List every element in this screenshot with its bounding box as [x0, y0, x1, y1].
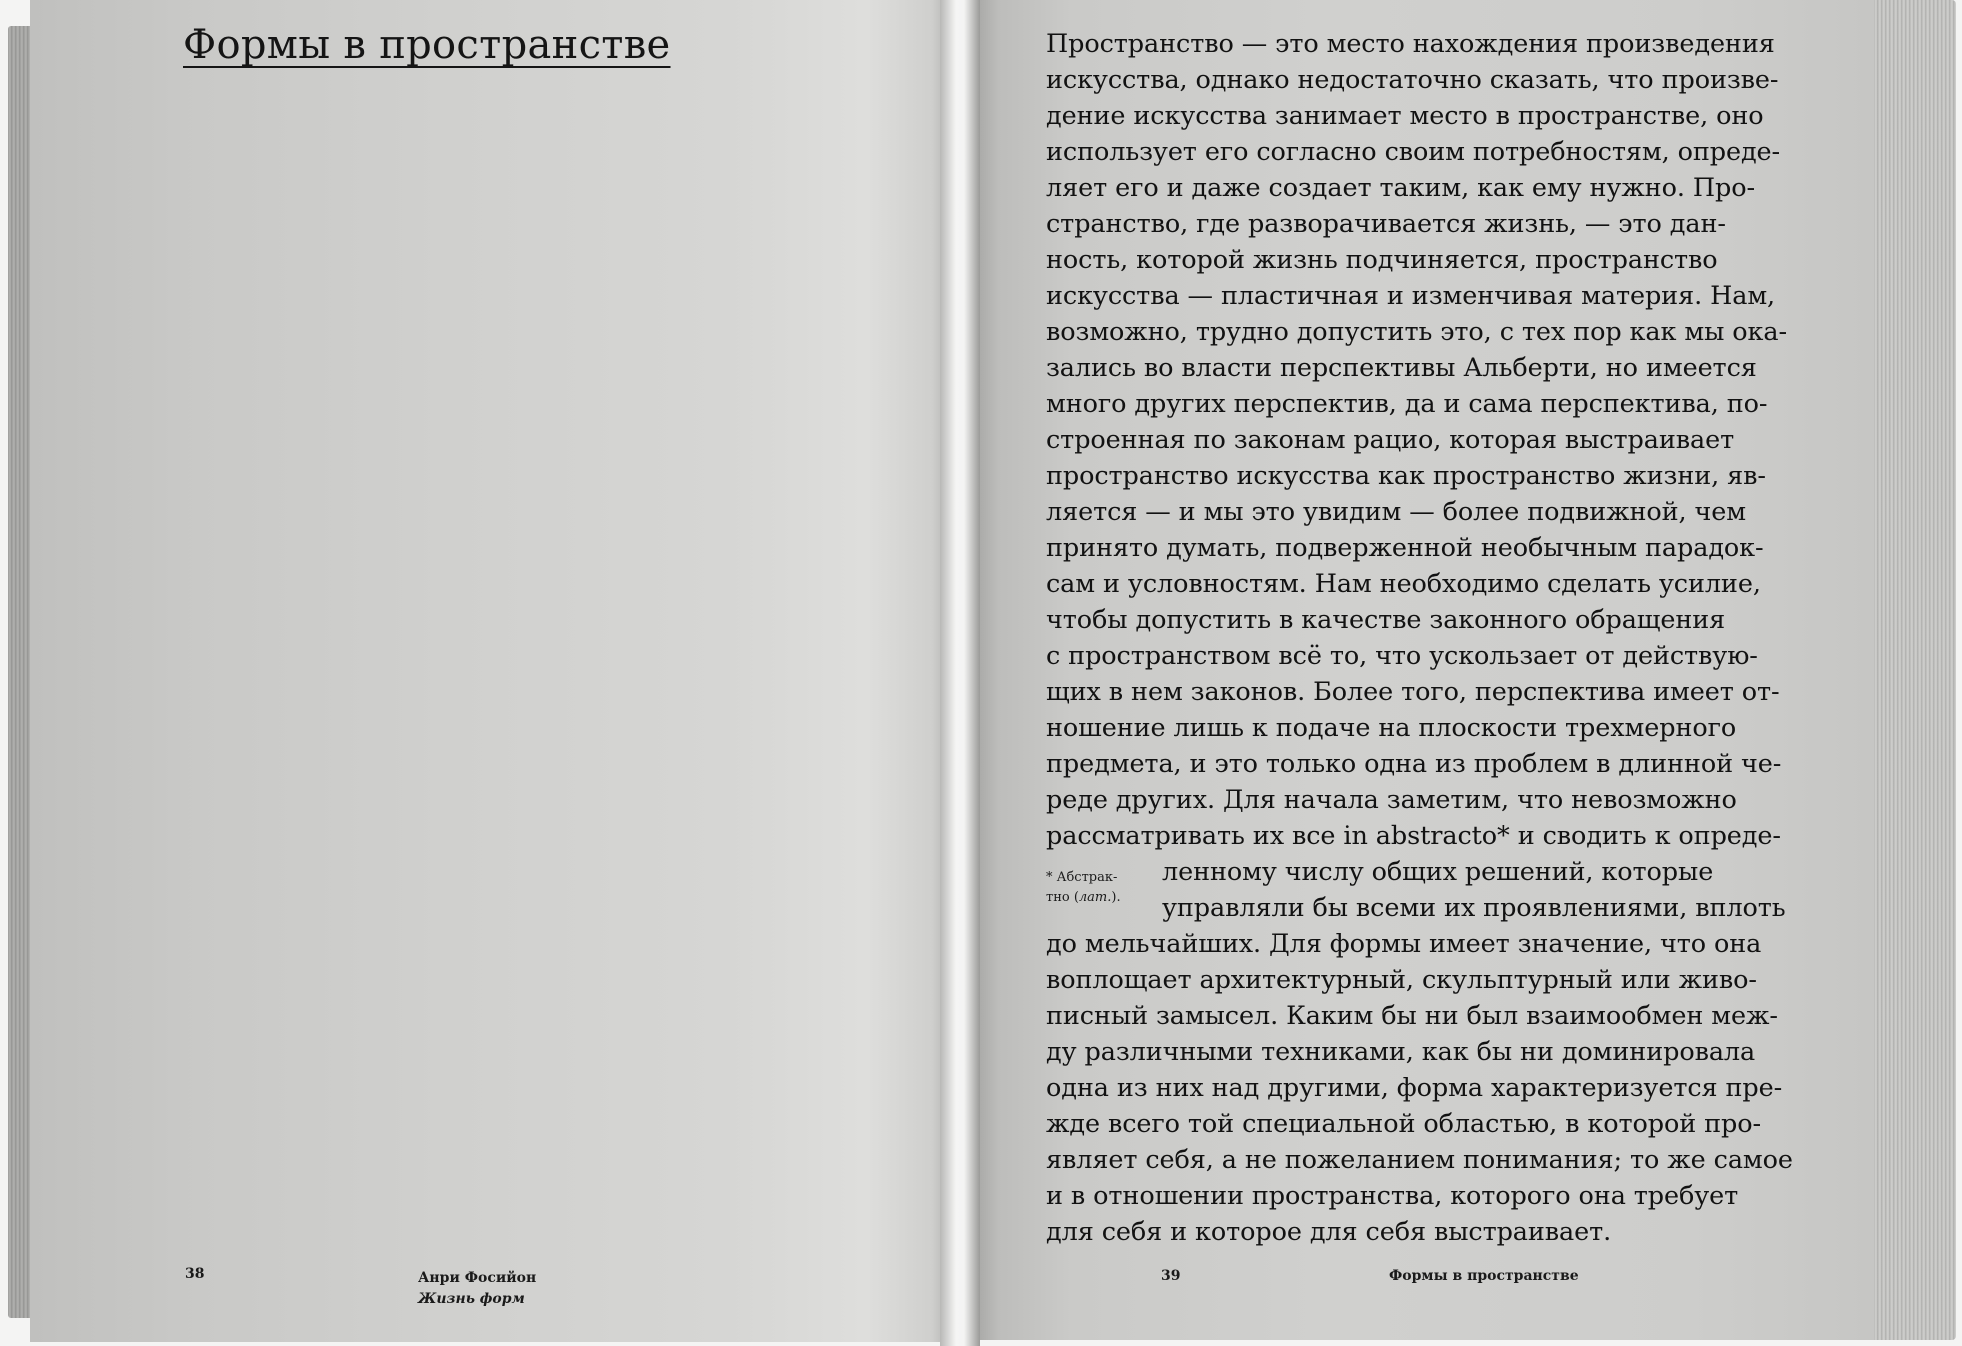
text-line: являет себя, а не пожеланием понимания; то же самое: [1046, 1145, 1793, 1175]
right-page-edges: [1870, 0, 1956, 1340]
body-text: [1046, 26, 1846, 1250]
text-line: щих в нем законов. Более того, перспектива имеет от-: [1046, 677, 1780, 707]
text-line: до мельчайших. Для формы имеет значение, что она: [1046, 929, 1762, 959]
footnote-text: тно (: [1046, 890, 1079, 905]
text-line: искусства — пластичная и изменчивая материя. Нам,: [1046, 281, 1776, 311]
text-line: одна из них над другими, форма характеризуется пре-: [1046, 1073, 1783, 1103]
text-line: возможно, трудно допустить это, с тех пор как мы ока-: [1046, 317, 1787, 347]
footnote: [1046, 868, 1156, 908]
text-line: жде всего той специальной областью, в которой про-: [1046, 1109, 1762, 1139]
running-head-work: Жизнь форм: [418, 1291, 525, 1307]
right-page-number: 39: [1161, 1268, 1181, 1284]
text-line: предмета, и это только одна из проблем в длинной че-: [1046, 749, 1782, 779]
text-line: реде других. Для начала заметим, что невозможно: [1046, 785, 1737, 815]
text-line: зались во власти перспективы Альберти, но имеется: [1046, 353, 1757, 383]
text-line: сам и условностям. Нам необходимо сделать усилие,: [1046, 569, 1761, 599]
text-line: и в отношении пространства, которого она требует: [1046, 1181, 1739, 1211]
text-line: использует его согласно своим потребностям, опреде-: [1046, 137, 1781, 167]
text-line: ленному числу общих решений, которые: [1162, 857, 1714, 887]
text-line: чтобы допустить в качестве законного обращения: [1046, 605, 1726, 635]
footnote-marker: * Абстрак-: [1046, 870, 1118, 885]
left-page-number: 38: [185, 1266, 205, 1282]
text-line: управляли бы всеми их проявлениями, вплоть: [1162, 893, 1786, 923]
left-page: [30, 0, 960, 1342]
text-line: ношение лишь к подаче на плоскости трехмерного: [1046, 713, 1737, 743]
text-line: строенная по законам рацио, которая выстраивает: [1046, 425, 1735, 455]
text-line: ность, которой жизнь подчиняется, пространство: [1046, 245, 1718, 275]
text-line: странство, где разворачивается жизнь, — это дан-: [1046, 209, 1726, 239]
text-line: воплощает архитектурный, скульптурный или живо-: [1046, 965, 1757, 995]
text-line: искусства, однако недостаточно сказать, что произве-: [1046, 65, 1779, 95]
book-gutter: [940, 0, 980, 1346]
text-line: принято думать, подверженной необычным парадок-: [1046, 533, 1764, 563]
chapter-title: Формы в пространстве: [183, 22, 671, 68]
running-head-author: Анри Фосийон: [418, 1270, 537, 1286]
text-line: пространство искусства как пространство жизни, яв-: [1046, 461, 1766, 491]
text-line: рассматривать их все in abstracto* и сводить к опреде-: [1046, 821, 1781, 851]
right-running-head: Формы в пространстве: [1389, 1268, 1579, 1284]
text-line: ляет его и даже создает таким, как ему нужно. Про-: [1046, 173, 1755, 203]
text-line: ляется — и мы это увидим — более подвижной, чем: [1046, 497, 1747, 527]
footnote-language: лат.: [1078, 890, 1112, 905]
text-line: Пространство — это место нахождения произведения: [1046, 29, 1775, 59]
text-line: писный замысел. Каким бы ни был взаимообмен меж-: [1046, 1001, 1778, 1031]
text-line: дение искусства занимает место в пространстве, оно: [1046, 101, 1764, 131]
text-line: с пространством всё то, что ускользает от действую-: [1046, 641, 1758, 671]
text-line: для себя и которое для себя выстраивает.: [1046, 1217, 1612, 1247]
text-line: много других перспектив, да и сама перспектива, по-: [1046, 389, 1768, 419]
text-line: ду различными техниками, как бы ни доминировала: [1046, 1037, 1756, 1067]
left-running-head: [418, 1268, 536, 1310]
footnote-tail: ).: [1111, 890, 1121, 905]
